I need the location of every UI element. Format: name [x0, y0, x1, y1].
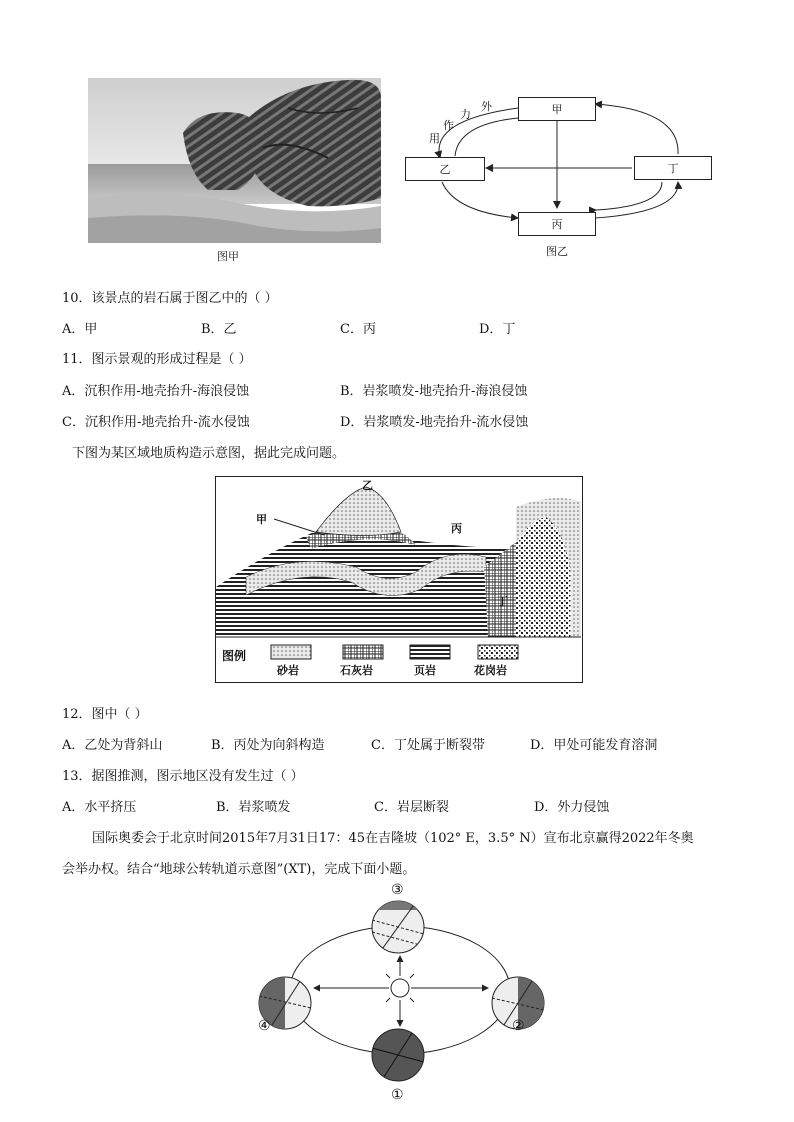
legend-limestone: 石灰岩 [340, 664, 373, 677]
q10-option-c: C．丙 [340, 322, 376, 337]
q13-option-b: B．岩浆喷发 [216, 800, 291, 815]
box-ding: 丁 [634, 156, 712, 180]
q13-option-a: A．水平挤压 [62, 800, 137, 815]
earth-position-1 [372, 1029, 424, 1081]
arc-label-4: 用 [429, 132, 440, 145]
geo-label-bing: 丙 [451, 522, 462, 535]
q13-option-d: D．外力侵蚀 [534, 800, 610, 815]
geo-label-yi: 乙 [362, 479, 373, 492]
fig-a-caption: 图甲 [217, 250, 239, 263]
q12-option-d: D．甲处可能发育溶洞 [530, 738, 658, 753]
arc-label-2: 力 [460, 108, 471, 121]
q13-stem: 13．据图推测，图示地区没有发生过（ ） [62, 769, 304, 784]
intro-olympics-line1: 国际奥委会于北京时间2015年7月31日17：45在吉隆坡（102° E，3.5° N）宣布北京赢得2022年冬奥 [92, 831, 694, 846]
orbit-label-1: ① [391, 1087, 404, 1103]
box-yi: 乙 [405, 157, 485, 181]
q11-option-c: C．沉积作用-地壳抬升-流水侵蚀 [62, 415, 250, 430]
rock-photo [88, 78, 381, 243]
legend-sandstone: 砂岩 [277, 664, 299, 677]
geo-label-ding: 丁 [497, 595, 508, 608]
q11-option-a: A．沉积作用-地壳抬升-海浪侵蚀 [62, 384, 250, 399]
fig-b-caption: 图乙 [546, 245, 568, 258]
intro-olympics-line2: 会举办权。结合“地球公转轨道示意图”(XT)，完成下面小题。 [62, 862, 416, 877]
orbit-label-3: ③ [391, 882, 404, 898]
geology-figure [215, 476, 583, 683]
q11-option-d: D．岩浆喷发-地壳抬升-流水侵蚀 [340, 415, 529, 430]
q10-option-b: B．乙 [201, 322, 237, 337]
legend-title: 图例 [222, 649, 247, 663]
box-jia: 甲 [518, 97, 596, 121]
q12-option-c: C．丁处属于断裂带 [371, 738, 485, 753]
q10-option-a: A．甲 [62, 322, 98, 337]
legend-granite: 花岗岩 [474, 664, 507, 677]
intro-geology: 下图为某区域地质构造示意图，据此完成问题。 [72, 446, 346, 461]
q11-option-b: B．岩浆喷发-地壳抬升-海浪侵蚀 [340, 384, 528, 399]
orbit-label-4: ④ [258, 1018, 271, 1034]
q12-option-a: A．乙处为背斜山 [62, 738, 163, 753]
legend-shale: 页岩 [414, 664, 436, 677]
earth-position-3 [370, 900, 426, 953]
q13-option-c: C．岩层断裂 [374, 800, 449, 815]
arc-label-1: 外 [481, 100, 492, 113]
orbit-diagram [250, 880, 550, 1105]
q10-option-d: D．丁 [479, 322, 516, 337]
q11-stem: 11．图示景观的形成过程是（ ） [62, 352, 252, 367]
q12-stem: 12．图中（ ） [62, 707, 148, 722]
box-bing: 丙 [518, 212, 596, 236]
orbit-label-2: ② [512, 1018, 525, 1034]
q12-option-b: B．丙处为向斜构造 [211, 738, 325, 753]
arc-label-3: 作 [443, 119, 454, 132]
geo-label-jia: 甲 [256, 513, 267, 526]
q10-stem: 10．该景点的岩石属于图乙中的（ ） [62, 291, 278, 306]
